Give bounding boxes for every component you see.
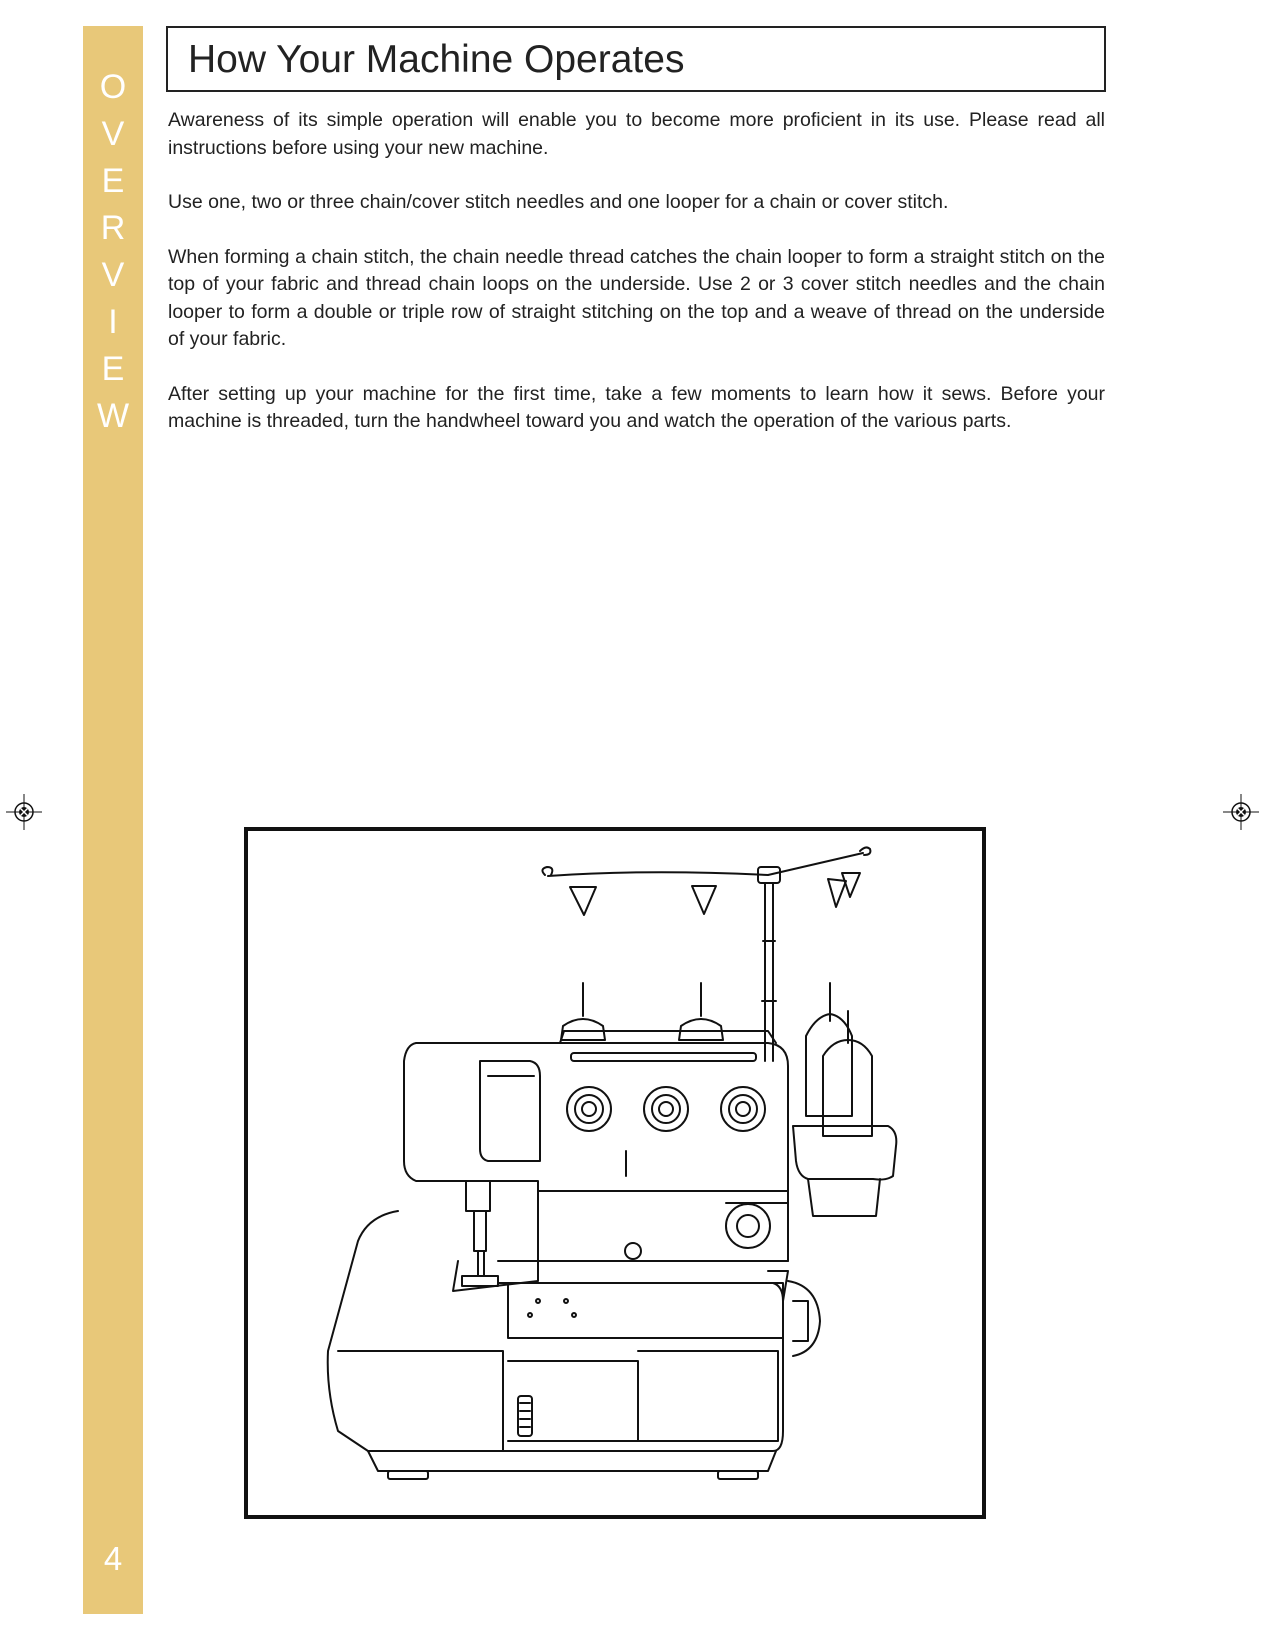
section-letter: V xyxy=(101,115,125,153)
paragraph: Awareness of its simple operation will enable you to become more proficient in its use. Please read all instructions before using your new machine. xyxy=(168,109,1105,159)
registration-mark-icon xyxy=(6,794,42,830)
registration-mark-icon xyxy=(1223,794,1259,830)
paragraph: When forming a chain stitch, the chain needle thread catches the chain looper to form a straight stitch on the top of your fabric and thread chain loops on the underside. Use 2 or 3 cover stitch needles and the chain looper to form a double or triple row of straight stitching on the top and a weave of thread on the underside of your fabric. xyxy=(168,245,1105,350)
section-sidebar xyxy=(83,26,143,1614)
section-letter: E xyxy=(101,350,125,388)
serger-machine-illustration xyxy=(248,831,982,1515)
section-label-overview xyxy=(83,64,143,440)
section-letter: R xyxy=(100,209,126,247)
page-title-box xyxy=(166,26,1106,92)
machine-illustration-frame xyxy=(244,827,986,1519)
section-letter: I xyxy=(108,303,118,341)
section-letter: V xyxy=(101,256,125,294)
page-title: How Your Machine Operates xyxy=(188,38,685,81)
section-letter: E xyxy=(101,162,125,200)
body-text xyxy=(168,107,1105,463)
paragraph: Use one, two or three chain/cover stitch needles and one looper for a chain or cover stitch. xyxy=(168,191,949,213)
page-number: 4 xyxy=(103,1540,123,1577)
paragraph: After setting up your machine for the first time, take a few moments to learn how it sews. Before your machine is threaded, turn the handwheel toward you and watch the operation of the various parts. xyxy=(168,382,1105,432)
section-letter: O xyxy=(99,68,127,106)
section-letter: W xyxy=(96,397,130,435)
